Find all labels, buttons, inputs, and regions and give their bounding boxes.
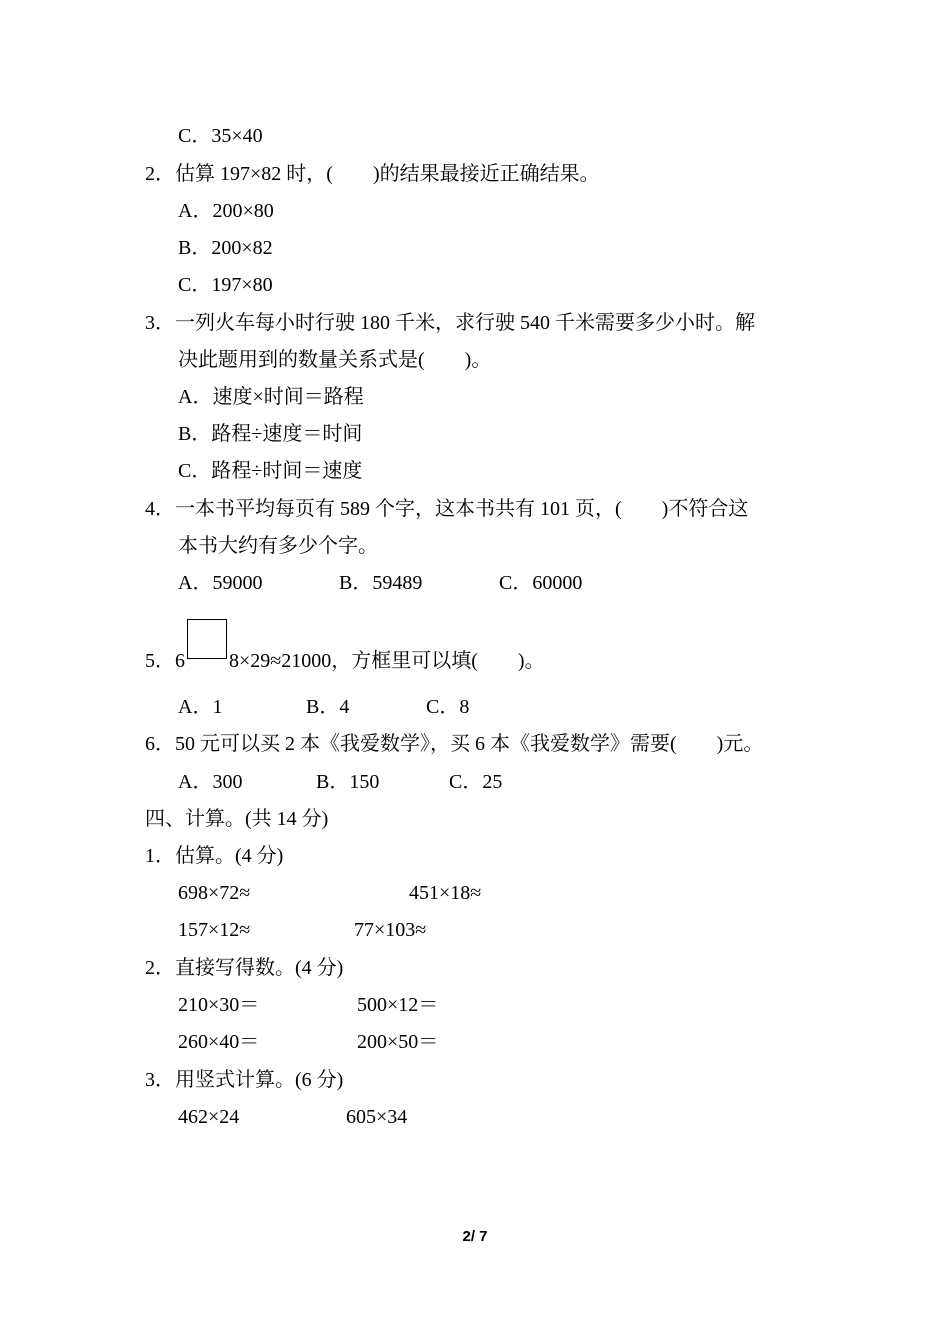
section4-title: 四、计算。(共 14 分)	[145, 808, 329, 830]
q4-option-b: B．59489	[339, 572, 423, 594]
q3-stem-line2: 决此题用到的数量关系式是( )。	[178, 349, 492, 371]
q6-stem: 6．50 元可以买 2 本《我爱数学》，买 6 本《我爱数学》需要( )元。	[145, 733, 764, 755]
q4-stem-line2: 本书大约有多少个字。	[178, 535, 378, 557]
q5-suffix: 8×29≈21000，方框里可以填( )。	[229, 650, 545, 672]
part2-title: 2．直接写得数。(4 分)	[145, 957, 344, 979]
mental-calc-item: 500×12＝	[357, 994, 439, 1016]
mental-calc-item: 200×50＝	[357, 1031, 439, 1053]
q2-option-a: A．200×80	[178, 200, 274, 222]
vertical-calc-item: 462×24	[178, 1106, 240, 1128]
q5-option-c: C．8	[426, 696, 470, 718]
answer-box	[187, 619, 227, 659]
mental-calc-item: 260×40＝	[178, 1031, 260, 1053]
q3-option-b: B．路程÷速度＝时间	[178, 423, 363, 445]
q2-option-c: C．197×80	[178, 274, 273, 296]
estimate-item: 157×12≈	[178, 919, 251, 941]
q5-stem	[145, 633, 545, 673]
q4-option-a: A．59000	[178, 572, 263, 594]
q3-option-a: A．速度×时间＝路程	[178, 386, 364, 408]
q6-option-b: B．150	[316, 771, 380, 793]
estimate-item: 698×72≈	[178, 882, 251, 904]
q3-option-c: C．路程÷时间＝速度	[178, 460, 363, 482]
part1-title: 1．估算。(4 分)	[145, 845, 284, 867]
q5-option-b: B．4	[306, 696, 350, 718]
part3-title: 3．用竖式计算。(6 分)	[145, 1069, 344, 1091]
q6-option-a: A．300	[178, 771, 243, 793]
page-number: 2/ 7	[462, 1228, 488, 1245]
vertical-calc-item: 605×34	[346, 1106, 408, 1128]
estimate-item: 77×103≈	[354, 919, 427, 941]
q6-option-c: C．25	[449, 771, 503, 793]
q2-option-b: B．200×82	[178, 237, 273, 259]
q3-stem-line1: 3．一列火车每小时行驶 180 千米，求行驶 540 千米需要多少小时。解	[145, 312, 755, 334]
q2-stem: 2．估算 197×82 时，( )的结果最接近正确结果。	[145, 163, 600, 185]
mental-calc-item: 210×30＝	[178, 994, 260, 1016]
q1-option-c: C．35×40	[178, 125, 263, 147]
q4-stem-line1: 4．一本书平均每页有 589 个字，这本书共有 101 页，( )不符合这	[145, 498, 749, 520]
q4-option-c: C．60000	[499, 572, 583, 594]
q5-prefix: 5．6	[145, 650, 185, 672]
q5-option-a: A．1	[178, 696, 223, 718]
estimate-item: 451×18≈	[409, 882, 482, 904]
